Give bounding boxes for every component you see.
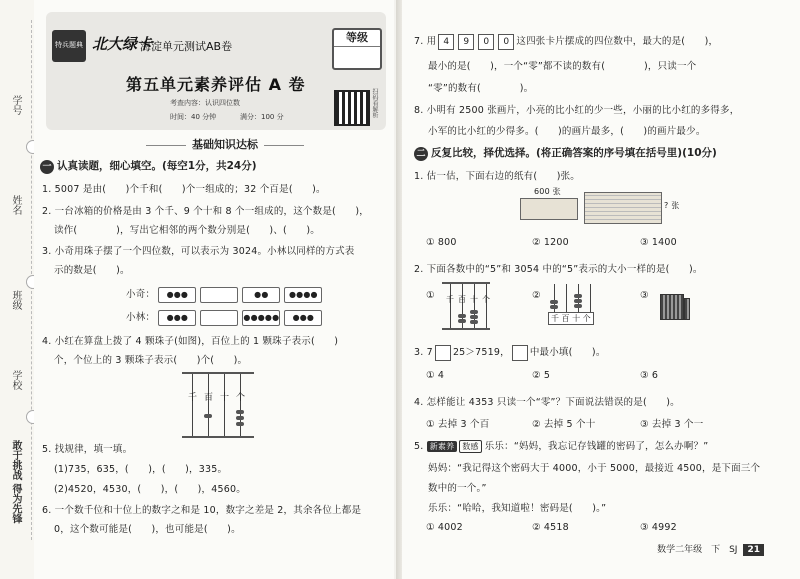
part1-title: 认真读题，细心填空。(每空1分，共24分)	[57, 160, 257, 172]
hundred-blocks	[660, 294, 684, 320]
question-8-line2: 小军的比小红的少得多。( )的画片最多，( )的画片最少。	[428, 126, 706, 137]
place-label: 百	[458, 295, 466, 304]
question-6-line2: 0，这个数可能是( )，也可能是( )。	[54, 524, 241, 535]
number-card: 0	[478, 34, 494, 50]
subject-label: 数学二年级 下 SJ	[657, 545, 738, 555]
number-sense-badge: 数感	[459, 440, 481, 453]
question-1: 1. 5007 是由( )个千和( )个一组成的；32 个百是( )。	[42, 184, 326, 195]
page-footer	[657, 542, 764, 556]
question-7-line1	[414, 33, 718, 50]
place-label: 千	[551, 314, 559, 323]
bead	[574, 304, 582, 308]
bead	[204, 414, 212, 418]
question-4-line2: 个，个位上的 3 颗珠子表示( )个( )。	[54, 355, 248, 366]
bead-cell: ●●●●	[284, 287, 322, 303]
option[interactable]: ① 4002	[426, 522, 463, 533]
school-label: 学校	[10, 370, 21, 390]
paper-stack-small	[520, 198, 578, 220]
dialogue-line: 乐乐：“哈哈，我知道啦！密码是( )。”	[428, 503, 607, 514]
place-label: 十	[470, 295, 478, 304]
number-card: 4	[438, 34, 454, 50]
question-7-line2: 最小的是( )，一个“零”都不读的数有( )，只读一个	[428, 61, 697, 72]
place-label: 百	[561, 314, 570, 323]
q7-suffix: 这四张卡片摆成的四位数中，最大的是( )，	[516, 36, 719, 47]
abacus-rod	[590, 284, 591, 312]
dialogue-line: 数中的一个。”	[428, 483, 487, 494]
question-3-line1: 3. 小奇用珠子摆了一个四位数，可以表示为 3024。小林以同样的方式表	[42, 246, 355, 257]
brand-name: 北大绿卡	[92, 35, 153, 53]
qr-code[interactable]	[334, 90, 370, 126]
question-2-line2: 读作( )，写出它相邻的两个数分别是( )、( )。	[54, 225, 320, 236]
student-id-label: 学号	[10, 95, 21, 115]
new-literacy-badge: 新素养	[427, 441, 458, 452]
dialogue-line: 乐乐：“妈妈，我忘记存钱罐的密码了，怎么办啊？”	[484, 441, 709, 452]
part2-title: 反复比较，择优选择。(将正确答案的序号填在括号里)(10分)	[431, 147, 717, 159]
bead-cell: ●●●	[158, 287, 196, 303]
row-name: 小奇：	[126, 289, 156, 300]
option[interactable]: ③ 1400	[640, 237, 677, 248]
grade-label: 等级	[334, 30, 380, 47]
r-question-1: 1. 估一估，下面右边的纸有( )张。	[414, 171, 580, 182]
place-label: 个	[482, 295, 490, 304]
q3-suffix: 中最小填( )。	[529, 347, 606, 358]
option[interactable]: ② 5	[532, 370, 551, 381]
score-info: 满分：100 分	[240, 113, 284, 121]
place-label: 十	[572, 314, 581, 323]
number-card: 0	[498, 34, 514, 50]
place-label: 个	[582, 314, 591, 323]
option[interactable]: ③ 6	[640, 370, 659, 381]
option[interactable]: ① 去掉 3 个百	[426, 419, 490, 430]
place-label: 百	[204, 393, 214, 403]
ten-rod	[684, 298, 690, 320]
class-label: 班级	[10, 290, 21, 310]
question-5: 5. 找规律，填一填。	[42, 444, 133, 455]
question-3-line2: 示的数是( )。	[54, 265, 130, 276]
abacus-rod	[486, 284, 487, 328]
bead-cell	[200, 310, 238, 326]
paper-stack-large	[584, 192, 662, 224]
q3-prefix: 3. 7	[414, 347, 433, 358]
bead	[470, 315, 478, 319]
r-question-5-line1	[414, 438, 708, 453]
dialogue-line: 妈妈：“我记得这个密码大于 4000，小于 5000，最接近 4500，是下面三个	[428, 463, 761, 474]
bead	[550, 300, 558, 304]
page-number: 21	[743, 544, 764, 556]
place-label: 千	[188, 393, 198, 403]
bead-cell	[200, 287, 238, 303]
abacus-option-2	[548, 284, 594, 324]
abacus-rod	[450, 284, 451, 328]
time-info: 时间：40 分钟	[170, 113, 217, 121]
place-label: 个	[236, 393, 246, 403]
bead	[470, 310, 478, 314]
question-7-line3: “零”的数有( )。	[428, 83, 534, 94]
number-card: 9	[458, 34, 474, 50]
part1-heading	[40, 158, 257, 174]
bead	[458, 319, 466, 323]
motto: 敢于挑战 得为先锋	[10, 440, 21, 524]
page-title: 第五单元素养评估 A 卷	[126, 75, 306, 94]
option[interactable]: ③	[640, 290, 649, 301]
q3-middle: 25＞7519，	[452, 347, 510, 358]
option[interactable]: ① 800	[426, 237, 457, 248]
bead-cell: ●●	[242, 287, 280, 303]
bead	[236, 410, 244, 414]
bead-cell: ●●●	[284, 310, 322, 326]
option[interactable]: ③ 去掉 3 个一	[640, 419, 704, 430]
bead-cell: ●●●●●	[242, 310, 280, 326]
option[interactable]: ①	[426, 290, 435, 301]
blank-box[interactable]	[512, 345, 528, 361]
bead-row-xiaoqi	[126, 286, 326, 303]
blank-box[interactable]	[435, 345, 451, 361]
q7-prefix: 7. 用	[414, 36, 437, 47]
option[interactable]: ③ 4992	[640, 522, 677, 533]
question-5-part1: (1)735，635，( )，( )，335。	[54, 464, 228, 475]
abacus-figure	[182, 372, 254, 438]
student-name-label: 姓名	[10, 195, 21, 215]
paper-label-right: ? 张	[664, 201, 680, 210]
logo-text: 特兵题典	[55, 41, 83, 49]
publisher-logo	[52, 30, 86, 62]
bead	[236, 416, 244, 420]
part-number: 一	[40, 160, 54, 174]
abacus-rod	[224, 374, 225, 436]
bead	[550, 305, 558, 309]
abacus-rod	[192, 374, 193, 436]
bead	[470, 320, 478, 324]
question-8-line1: 8. 小明有 2500 张画片，小亮的比小红的少一些，小丽的比小红的多得多，	[414, 105, 740, 116]
paper-label-left: 600 张	[534, 187, 561, 196]
abacus-option-1	[442, 282, 490, 330]
question-2-line1: 2. 一台冰箱的价格是由 3 个千、9 个十和 8 个一组成的，这个数是( )，	[42, 206, 369, 217]
abacus-rod	[208, 374, 209, 436]
bead-row-xiaolin	[126, 309, 326, 326]
r-question-2: 2. 下面各数中的“5”和 3054 中的“5”表示的大小一样的是( )。	[414, 264, 703, 275]
series-name: 海淀单元测试AB卷	[140, 40, 233, 53]
row-name: 小林：	[126, 312, 156, 323]
abacus-rod	[240, 374, 241, 436]
content-info: 考查内容：认识四位数	[170, 99, 240, 107]
bead	[236, 422, 244, 426]
bead	[574, 299, 582, 303]
place-label: 十	[220, 393, 230, 403]
part-number: 二	[414, 147, 428, 161]
grade-box[interactable]	[332, 28, 382, 70]
question-4-line1: 4. 小红在算盘上拨了 4 颗珠子(如图)，百位上的 1 颗珠子表示( )	[42, 336, 339, 347]
section-title: 基础知识达标	[140, 136, 310, 152]
question-6-line1: 6. 一个数千位和十位上的数字之和是 10，数字之差是 2，其余各位上都是	[42, 505, 362, 516]
abacus-rod	[566, 284, 567, 312]
bead-cell: ●●●	[158, 310, 196, 326]
option[interactable]: ② 去掉 5 个十	[532, 419, 596, 430]
bead	[574, 294, 582, 298]
bead	[458, 314, 466, 318]
binding-margin	[0, 0, 34, 579]
r-question-4: 4. 怎样能让 4353 只读一个“零”？下面说法错误的是( )。	[414, 397, 680, 408]
question-5-part2: (2)4520，4530，( )，( )，4560。	[54, 484, 246, 495]
place-labels	[548, 312, 594, 325]
option[interactable]: ②	[532, 290, 541, 301]
option[interactable]: ② 1200	[532, 237, 569, 248]
r-question-3	[414, 344, 606, 361]
part2-heading	[414, 145, 717, 161]
place-label: 千	[446, 295, 454, 304]
option[interactable]: ② 4518	[532, 522, 569, 533]
qr-label: 扫码看解析	[371, 88, 378, 118]
question-number: 5.	[414, 441, 424, 452]
option[interactable]: ① 4	[426, 370, 445, 381]
